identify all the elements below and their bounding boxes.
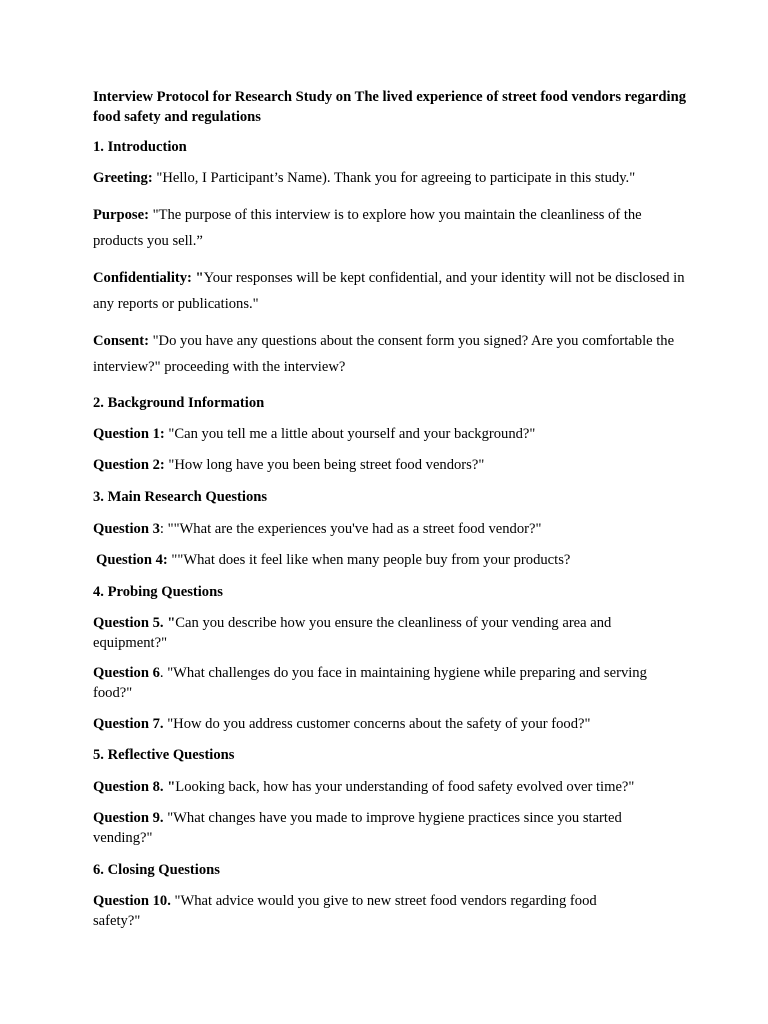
question-3	[93, 519, 693, 539]
question-6-label: Question 6	[93, 665, 160, 681]
question-2-text: "How long have you been being street food vendors?"	[164, 457, 485, 473]
question-5-text: Can you describe how you ensure the cleanliness of your vending area and equipment?"	[93, 615, 612, 651]
question-1-label: Question 1:	[93, 426, 165, 442]
confidentiality-text: Your responses will be kept confidential, and your identity will not be disclosed in any reports or publications."	[93, 270, 685, 312]
question-10-label: Question 10.	[93, 893, 171, 909]
question-7-label: Question 7.	[93, 716, 164, 732]
greeting-paragraph	[93, 168, 693, 188]
question-1	[93, 424, 693, 444]
question-3-label: Question 3	[93, 521, 160, 537]
confidentiality-paragraph	[93, 265, 693, 317]
question-2-label: Question 2:	[93, 457, 165, 473]
section-heading-reflective: 5. Reflective Questions	[93, 747, 235, 763]
question-8	[93, 777, 693, 797]
consent-label: Consent:	[93, 333, 149, 349]
question-10-text: "What advice would you give to new street food vendors regarding food safety?"	[93, 893, 597, 929]
question-5-label: Question 5. "	[93, 615, 176, 631]
question-3-text: : ""What are the experiences you've had as a street food vendor?"	[159, 521, 542, 537]
question-6	[93, 663, 653, 703]
question-10	[93, 891, 638, 931]
question-9-text: "What changes have you made to improve hygiene practices since you started vending?"	[93, 810, 622, 846]
document-title: Interview Protocol for Research Study on The lived experience of street food vendors regarding food safety and regulations	[93, 89, 686, 125]
question-7	[93, 714, 693, 734]
question-1-text: "Can you tell me a little about yourself and your background?"	[164, 426, 536, 442]
question-8-text: Looking back, how has your understanding of food safety evolved over time?"	[175, 779, 635, 795]
purpose-text: "The purpose of this interview is to explore how you maintain the cleanliness of the products you sell.”	[93, 207, 642, 249]
question-9-label: Question 9.	[93, 810, 164, 826]
question-8-label: Question 8. "	[93, 779, 176, 795]
question-4	[96, 550, 696, 570]
question-7-text: "How do you address customer concerns about the safety of your food?"	[163, 716, 591, 732]
question-4-label: Question 4:	[96, 552, 168, 568]
purpose-paragraph	[93, 202, 693, 254]
section-heading-background: 2. Background Information	[93, 395, 265, 411]
section-heading-probing: 4. Probing Questions	[93, 584, 223, 600]
question-5	[93, 613, 653, 653]
confidentiality-label: Confidentiality: "	[93, 270, 204, 286]
greeting-text: "Hello, I Participant’s Name). Thank you for agreeing to participate in this study."	[152, 170, 636, 186]
question-4-text: ""What does it feel like when many people buy from your products?	[167, 552, 571, 568]
consent-text: "Do you have any questions about the consent form you signed? Are you comfortable the interview?" proceeding with the interview?	[93, 333, 675, 375]
greeting-label: Greeting:	[93, 170, 153, 186]
section-heading-introduction: 1. Introduction	[93, 139, 187, 155]
question-2	[93, 455, 693, 475]
question-9	[93, 808, 658, 848]
section-heading-closing: 6. Closing Questions	[93, 862, 220, 878]
purpose-label: Purpose:	[93, 207, 149, 223]
section-heading-main-research: 3. Main Research Questions	[93, 489, 268, 505]
consent-paragraph	[93, 328, 693, 380]
question-6-text: . "What challenges do you face in maintaining hygiene while preparing and serving food?"	[93, 665, 647, 701]
